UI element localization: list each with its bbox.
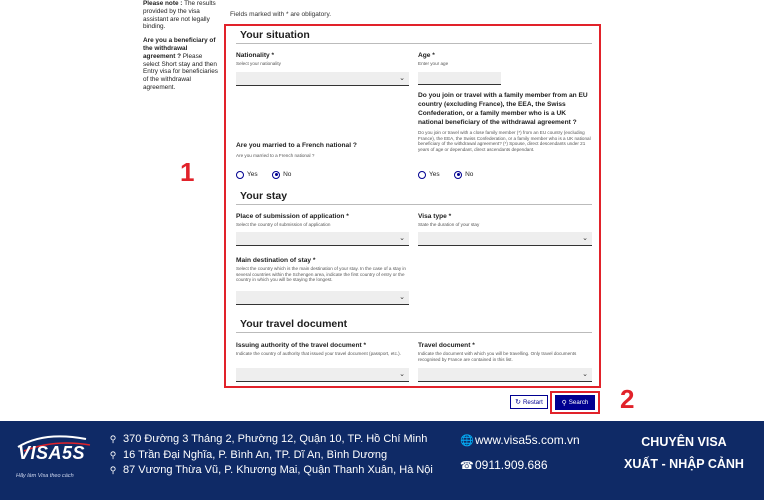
- issuing-authority-label: Issuing authority of the travel document *: [236, 342, 367, 349]
- section-divider: [236, 332, 592, 333]
- info-note: [143, 0, 218, 98]
- obligatory-notice: Fields marked with * are obligatory.: [230, 11, 332, 18]
- chevron-down-icon: ⌄: [399, 75, 405, 82]
- address-line-3: [108, 464, 433, 476]
- nationality-label: Nationality *: [236, 52, 275, 59]
- married-radio-group: [236, 166, 301, 184]
- married-hint: Are you married to a French national ?: [236, 153, 315, 158]
- logo-slogan: Hãy làm Visa theo cách: [16, 473, 74, 479]
- main-destination-hint: Select the country which is the main destination of your stay. In the case of a stay in several countries within the Schengen area, indicate the first country of entry or the country in which you will be staying the longest.: [236, 266, 406, 283]
- search-label: Search: [568, 399, 589, 406]
- website-text: www.visa5s.com.vn: [475, 433, 580, 447]
- family-yes-label: Yes: [429, 171, 440, 179]
- chevron-down-icon: ⌄: [399, 235, 405, 242]
- family-member-hint: Do you join or travel with a close family member (*) from an EU country (excluding France), the EEA, the Swiss Confederation, or a family member who is a UK national beneficiary of the withdrawal agreement? (*) Spouse, direct descendants under 21 years of age or dependant, direct ascendants dependant.: [418, 130, 591, 152]
- family-member-question: Do you join or travel with a family member from an EU country (excluding France), the EEA, the Swiss Confederation, or a family member who is a UK national beneficiary of the withdrawal agreement ?: [418, 92, 588, 126]
- address-2-text: 16 Trần Đại Nghĩa, P. Bình An, TP. Dĩ An, Bình Dương: [123, 449, 388, 461]
- married-label: Are you married to a French national ?: [236, 142, 357, 149]
- married-yes-label: Yes: [247, 171, 258, 179]
- location-pin-icon: ⚲: [109, 450, 117, 460]
- restart-label: Restart: [522, 398, 543, 406]
- section-divider: [236, 43, 592, 44]
- main-destination-label: Main destination of stay *: [236, 257, 316, 264]
- search-icon: ⚲: [561, 399, 567, 407]
- issuing-authority-hint: Indicate the country of authority that issued your travel document (passport, etc.).: [236, 351, 401, 356]
- visa-type-hint: State the duration of your stay: [418, 222, 480, 227]
- address-3-text: 87 Vương Thừa Vũ, P. Khương Mai, Quận Thanh Xuân, Hà Nội: [123, 464, 433, 476]
- place-of-submission-hint: Select the country of submission of application: [236, 222, 331, 227]
- visa-type-select[interactable]: [418, 232, 592, 246]
- main-destination-select[interactable]: [236, 291, 409, 305]
- place-of-submission-label: Place of submission of application *: [236, 213, 349, 220]
- place-of-submission-select[interactable]: [236, 232, 409, 246]
- website-link[interactable]: [460, 433, 580, 447]
- age-input[interactable]: [418, 72, 501, 85]
- restart-button[interactable]: [510, 395, 548, 409]
- logo-text: VISA5S: [18, 443, 86, 463]
- address-line-2: [108, 449, 387, 461]
- married-yes-radio[interactable]: [236, 171, 244, 179]
- chevron-down-icon: ⌄: [399, 371, 405, 378]
- family-no-radio[interactable]: [454, 171, 462, 179]
- travel-document-select[interactable]: [418, 368, 592, 382]
- location-pin-icon: ⚲: [109, 465, 117, 475]
- address-line-1: [108, 433, 427, 445]
- brand-logo: [14, 429, 94, 491]
- chevron-down-icon: ⌄: [399, 294, 405, 301]
- chevron-down-icon: ⌄: [582, 235, 588, 242]
- family-radio-group: [418, 166, 483, 184]
- nationality-select[interactable]: [236, 72, 409, 86]
- issuing-authority-select[interactable]: [236, 368, 409, 382]
- withdrawal-question: Are you a beneficiary of the withdrawal agreement ?: [143, 37, 216, 60]
- search-button[interactable]: [555, 395, 595, 410]
- age-hint: Enter your age: [418, 61, 449, 66]
- step-marker-2: 2: [620, 384, 635, 414]
- note-title: Please note :: [143, 0, 183, 7]
- section-title-situation: Your situation: [240, 29, 310, 41]
- visa-type-label: Visa type *: [418, 213, 452, 220]
- chevron-down-icon: ⌄: [582, 371, 588, 378]
- married-no-label: No: [283, 171, 292, 179]
- address-1-text: 370 Đường 3 Tháng 2, Phường 12, Quận 10, TP. Hồ Chí Minh: [123, 433, 428, 445]
- globe-icon: 🌐: [460, 435, 474, 447]
- phone-text: 0911.909.686: [475, 458, 548, 472]
- family-yes-radio[interactable]: [418, 171, 426, 179]
- married-no-radio[interactable]: [272, 171, 280, 179]
- location-pin-icon: ⚲: [109, 434, 117, 444]
- phone-icon: ☎: [460, 460, 474, 472]
- tagline-line-2: XUẤT - NHẬP CẢNH: [624, 457, 744, 471]
- restart-icon: ↻: [515, 399, 521, 406]
- phone-link[interactable]: [460, 458, 548, 472]
- age-label: Age *: [418, 52, 435, 59]
- travel-document-label: Travel document *: [418, 342, 475, 349]
- travel-document-hint: Indicate the document with which you will be travelling. Only travel documents recognised by France are contained in this list.: [418, 351, 577, 362]
- family-no-label: No: [465, 171, 474, 179]
- section-title-travel-document: Your travel document: [240, 318, 348, 330]
- note-text: The results provided by the visa assistant are not legally binding.: [143, 0, 216, 31]
- section-title-stay: Your stay: [240, 190, 288, 202]
- withdrawal-text: Please select Short stay and then Entry visa for beneficiaries of the withdrawal agreement.: [143, 52, 218, 91]
- step-marker-1: 1: [180, 157, 195, 187]
- footer-banner: [0, 421, 764, 500]
- tagline-line-1: CHUYÊN VISA: [641, 435, 727, 449]
- nationality-hint: Select your nationality: [236, 61, 281, 66]
- section-divider: [236, 204, 592, 205]
